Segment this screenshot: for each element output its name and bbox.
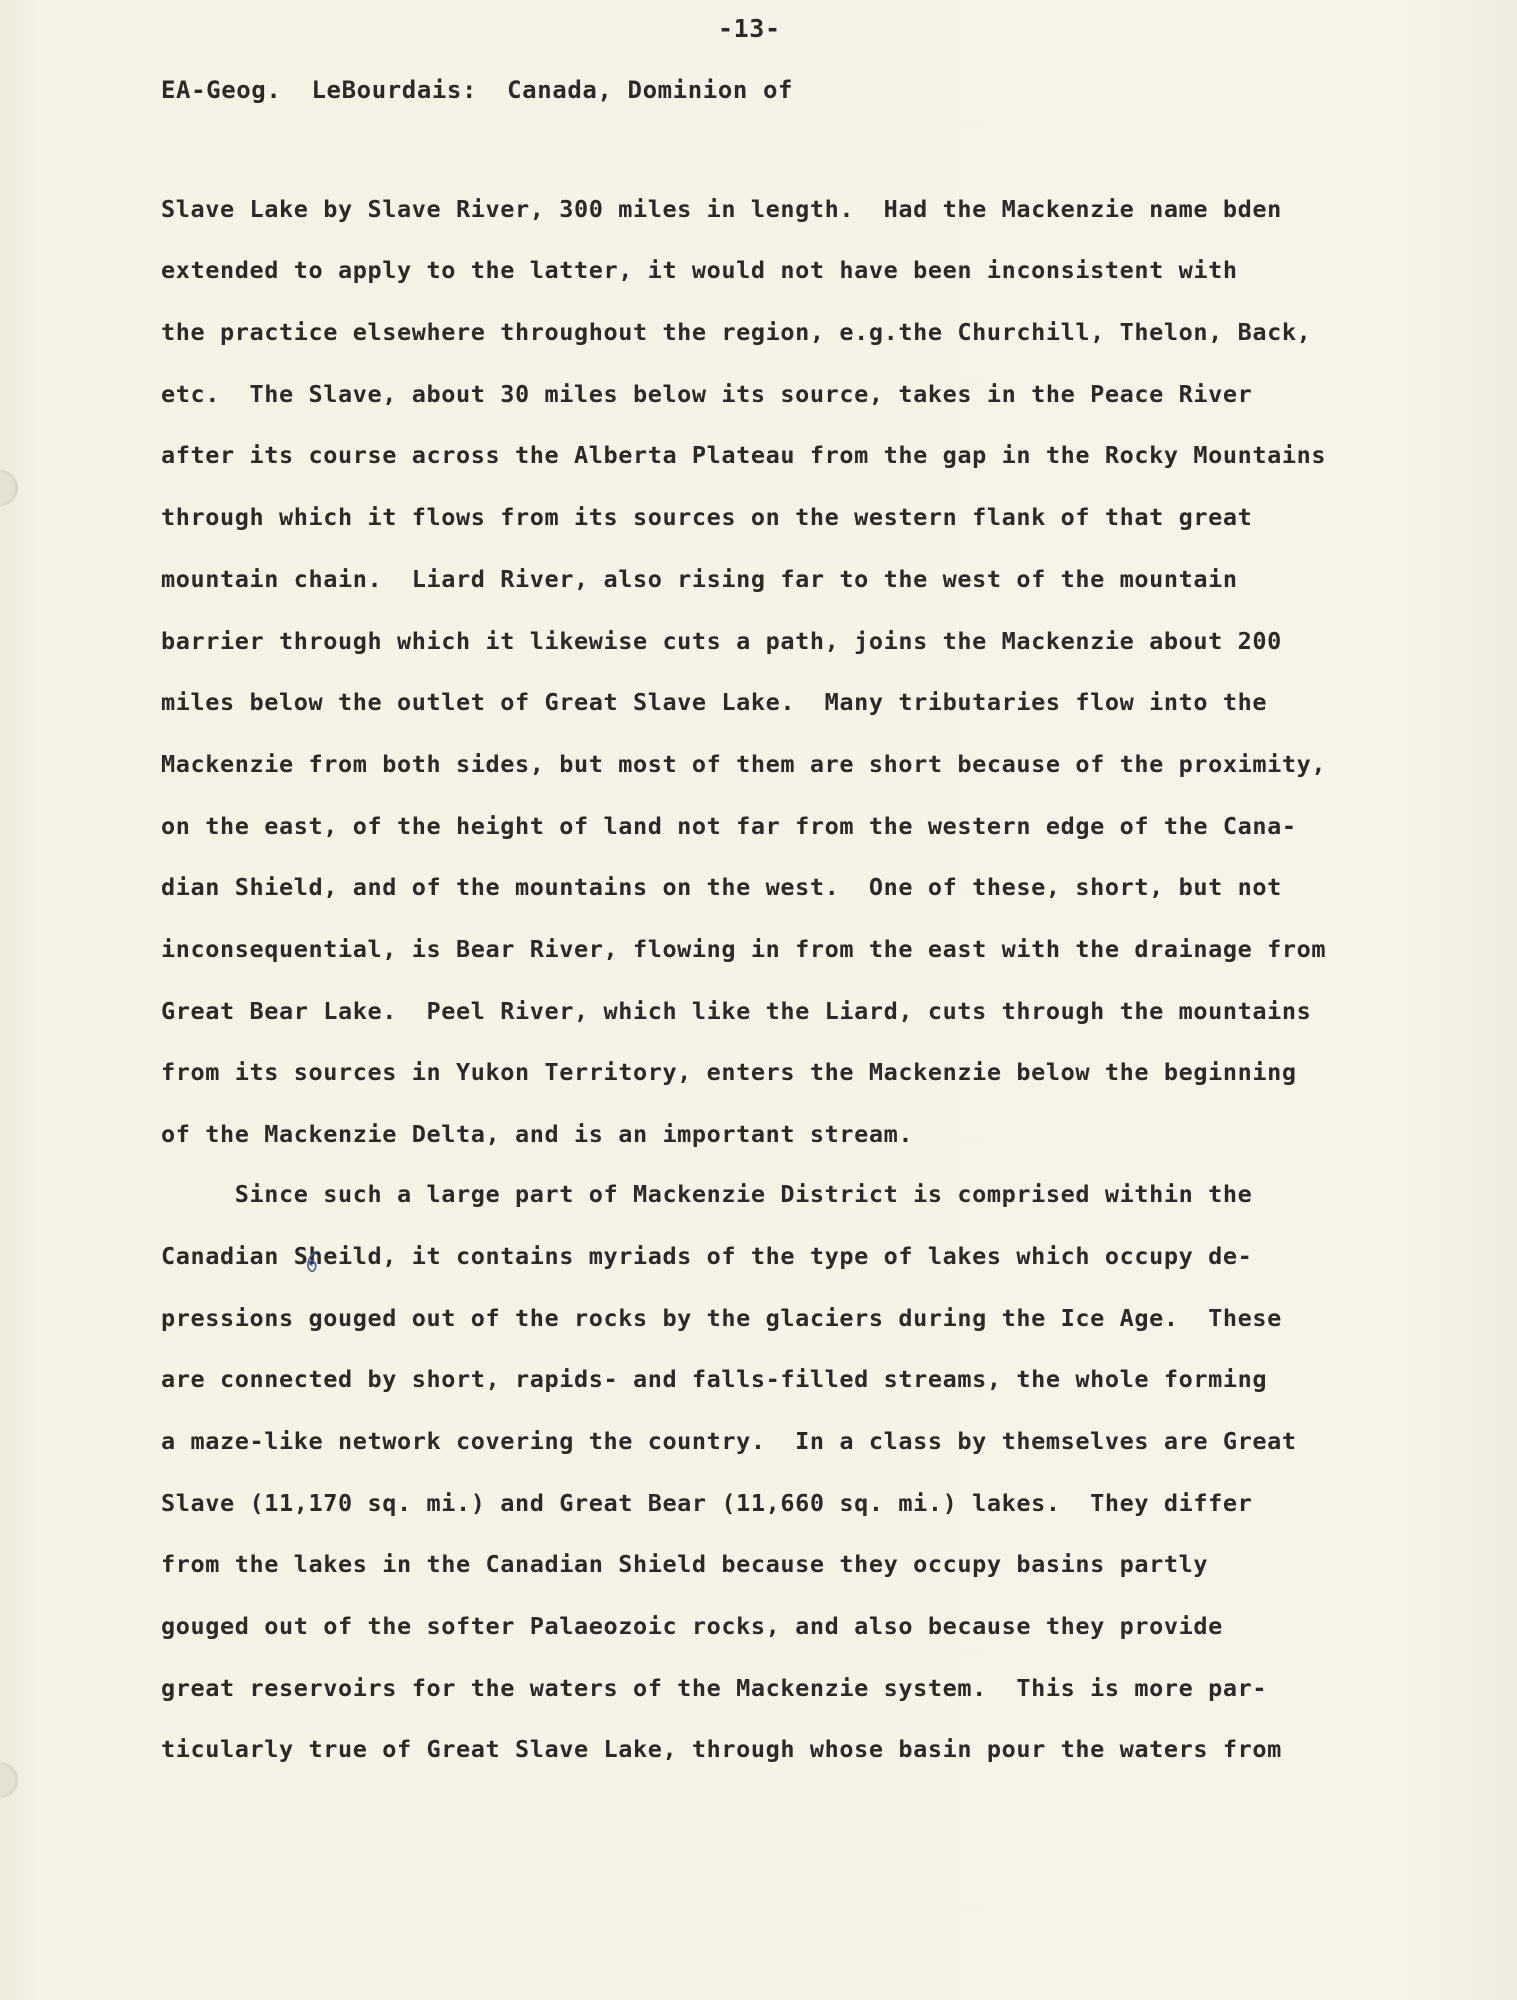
body-line: etc. The Slave, about 30 miles below its source, takes in the Peace River	[161, 380, 1253, 408]
body-line: great reservoirs for the waters of the Mackenzie system. This is more par-	[161, 1674, 1268, 1702]
body-line: ticularly true of Great Slave Lake, through whose basin pour the waters from	[161, 1735, 1282, 1763]
body-line: a maze-like network covering the country. In a class by themselves are Great	[161, 1427, 1297, 1455]
body-line: pressions gouged out of the rocks by the glaciers during the Ice Age. These	[161, 1304, 1282, 1332]
body-line: gouged out of the softer Palaeozoic rocks, and also because they provide	[161, 1612, 1223, 1640]
body-line: Mackenzie from both sides, but most of them are short because of the proximity,	[161, 750, 1327, 778]
body-line: inconsequential, is Bear River, flowing in from the east with the drainage from	[161, 935, 1327, 963]
body-line: Slave (11,170 sq. mi.) and Great Bear (11,660 sq. mi.) lakes. They differ	[161, 1489, 1253, 1517]
body-line: on the east, of the height of land not far from the western edge of the Cana-	[161, 812, 1297, 840]
body-line: Canadian Sheild, it contains myriads of the type of lakes which occupy de-	[161, 1242, 1253, 1270]
binding-hole-bottom	[0, 1762, 18, 1798]
body-line: miles below the outlet of Great Slave Lake. Many tributaries flow into the	[161, 688, 1268, 716]
body-line: the practice elsewhere throughout the region, e.g.the Churchill, Thelon, Back,	[161, 318, 1312, 346]
body-line: through which it flows from its sources on the western flank of that great	[161, 503, 1253, 531]
body-line: from its sources in Yukon Territory, enters the Mackenzie below the beginning	[161, 1058, 1297, 1086]
body-line: from the lakes in the Canadian Shield because they occupy basins partly	[161, 1550, 1209, 1578]
body-line: mountain chain. Liard River, also rising far to the west of the mountain	[161, 565, 1238, 593]
body-line: are connected by short, rapids- and falls-filled streams, the whole forming	[161, 1365, 1268, 1393]
page-number: -13-	[718, 14, 781, 43]
running-head: EA-Geog. LeBourdais: Canada, Dominion of	[161, 76, 794, 104]
body-line: Since such a large part of Mackenzie District is comprised within the	[161, 1180, 1253, 1208]
body-line: extended to apply to the latter, it would not have been inconsistent with	[161, 256, 1238, 284]
body-line: Great Bear Lake. Peel River, which like the Liard, cuts through the mountains	[161, 997, 1312, 1025]
body-line: barrier through which it likewise cuts a path, joins the Mackenzie about 200	[161, 627, 1282, 655]
binding-hole-top	[0, 470, 18, 506]
body-line: after its course across the Alberta Plateau from the gap in the Rocky Mountains	[161, 441, 1327, 469]
handwritten-correction-mark	[303, 1250, 321, 1274]
body-line: Slave Lake by Slave River, 300 miles in length. Had the Mackenzie name bden	[161, 195, 1282, 223]
body-line: dian Shield, and of the mountains on the west. One of these, short, but not	[161, 873, 1282, 901]
body-line: of the Mackenzie Delta, and is an important stream.	[161, 1120, 914, 1148]
